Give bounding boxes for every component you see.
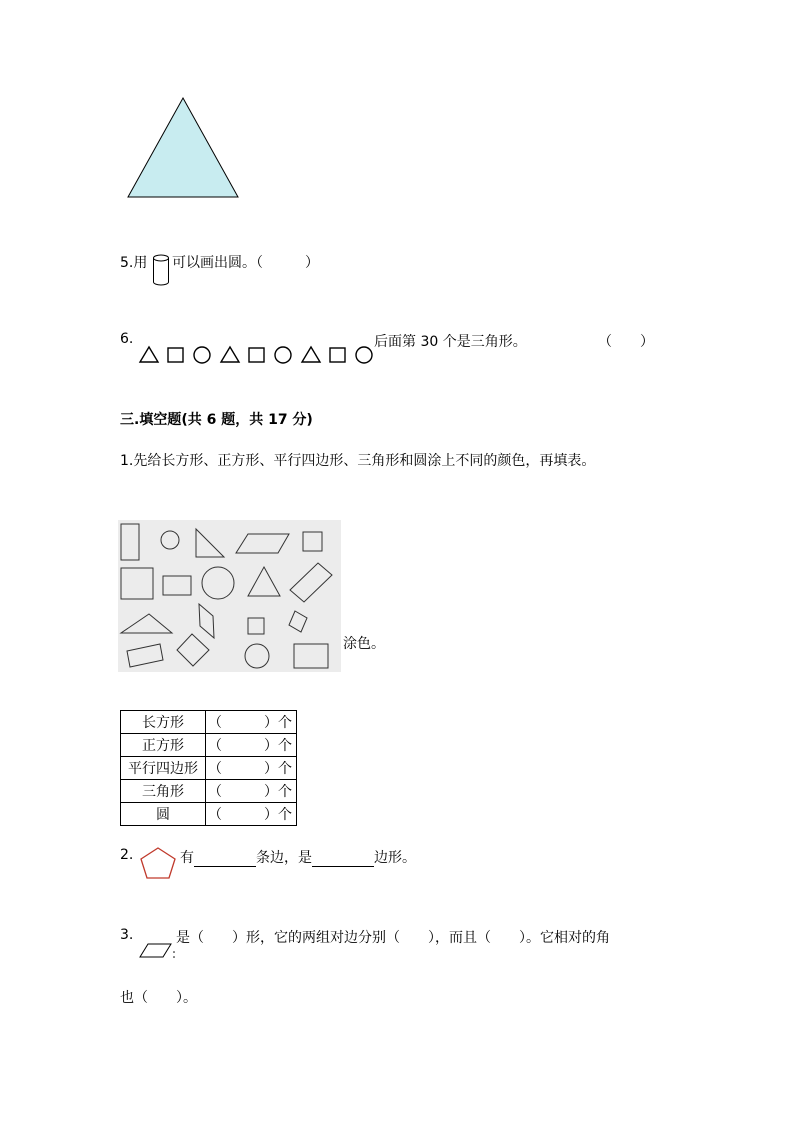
question-5 (120, 252, 147, 272)
fill-2-text: 有 条边，是 边形。 (180, 850, 416, 866)
rect-shape (121, 524, 139, 560)
square-shape (248, 618, 264, 634)
circle-shape (245, 644, 269, 668)
parallelogram-shape (236, 534, 289, 553)
section-title: 三.填空题(共 6 题，共 17 分) (120, 412, 313, 428)
seq-square (249, 348, 264, 362)
seq-circle (275, 347, 291, 363)
seq-square (330, 348, 345, 362)
seq-triangle (302, 347, 320, 362)
question-6-text: 后面第 30 个是三角形。 (374, 334, 527, 350)
triangle-figure (126, 96, 240, 200)
fill-3-number: 3. (120, 927, 134, 943)
circle-shape (202, 567, 234, 599)
seq-square (168, 348, 183, 362)
fill-2-number: 2. (120, 847, 134, 863)
parallelogram-shape (199, 604, 214, 638)
parallelogram-icon (137, 942, 177, 962)
rect-shape (163, 576, 191, 595)
triangle-shape (248, 567, 280, 596)
fill-1-tail: 涂色。 (343, 636, 385, 652)
pentagon-icon (138, 845, 178, 881)
shapes-picture (118, 520, 341, 672)
seq-circle (356, 347, 372, 363)
square-shape (303, 532, 322, 551)
rect-shape (290, 563, 332, 602)
table-row: 圆 （ ）个 (121, 803, 297, 826)
answer-blank[interactable] (194, 852, 256, 867)
answer-blank[interactable] (312, 852, 374, 867)
circle-shape (161, 531, 179, 549)
seq-circle (194, 347, 210, 363)
square-shape (289, 611, 307, 632)
triangle-shape (121, 614, 172, 633)
triangle-shape (196, 529, 224, 557)
table-row: 平行四边形 （ ）个 (121, 757, 297, 780)
rect-shape (127, 644, 163, 667)
question-text: 用 (133, 255, 148, 271)
question-6-answer: （ ） (598, 334, 654, 350)
rect-shape (294, 644, 328, 668)
cylinder-icon (152, 254, 170, 286)
table-row: 三角形 （ ）个 (121, 780, 297, 803)
square-shape (177, 634, 209, 666)
table-row: 正方形 （ ）个 (121, 734, 297, 757)
fill-1-text: 1.先给长方形、正方形、平行四边形、三角形和圆涂上不同的颜色，再填表。 (120, 453, 596, 469)
shape-count-table (120, 710, 297, 826)
question-6-number: 6. (120, 331, 134, 347)
seq-triangle (221, 347, 239, 362)
question-number: 5. (120, 255, 134, 271)
square-shape (121, 568, 153, 599)
question-5-tail: 可以画出圆。（ ） (172, 255, 319, 271)
table-row: 长方形 （ ）个 (121, 711, 297, 734)
seq-triangle (140, 347, 158, 362)
fill-3-line2: 也（ ）。 (120, 990, 197, 1006)
fill-3-text: 是（ ）形，它的两组对边分别（ ），而且（ ）。它相对的角 (176, 930, 610, 946)
shape-sequence (138, 345, 376, 365)
